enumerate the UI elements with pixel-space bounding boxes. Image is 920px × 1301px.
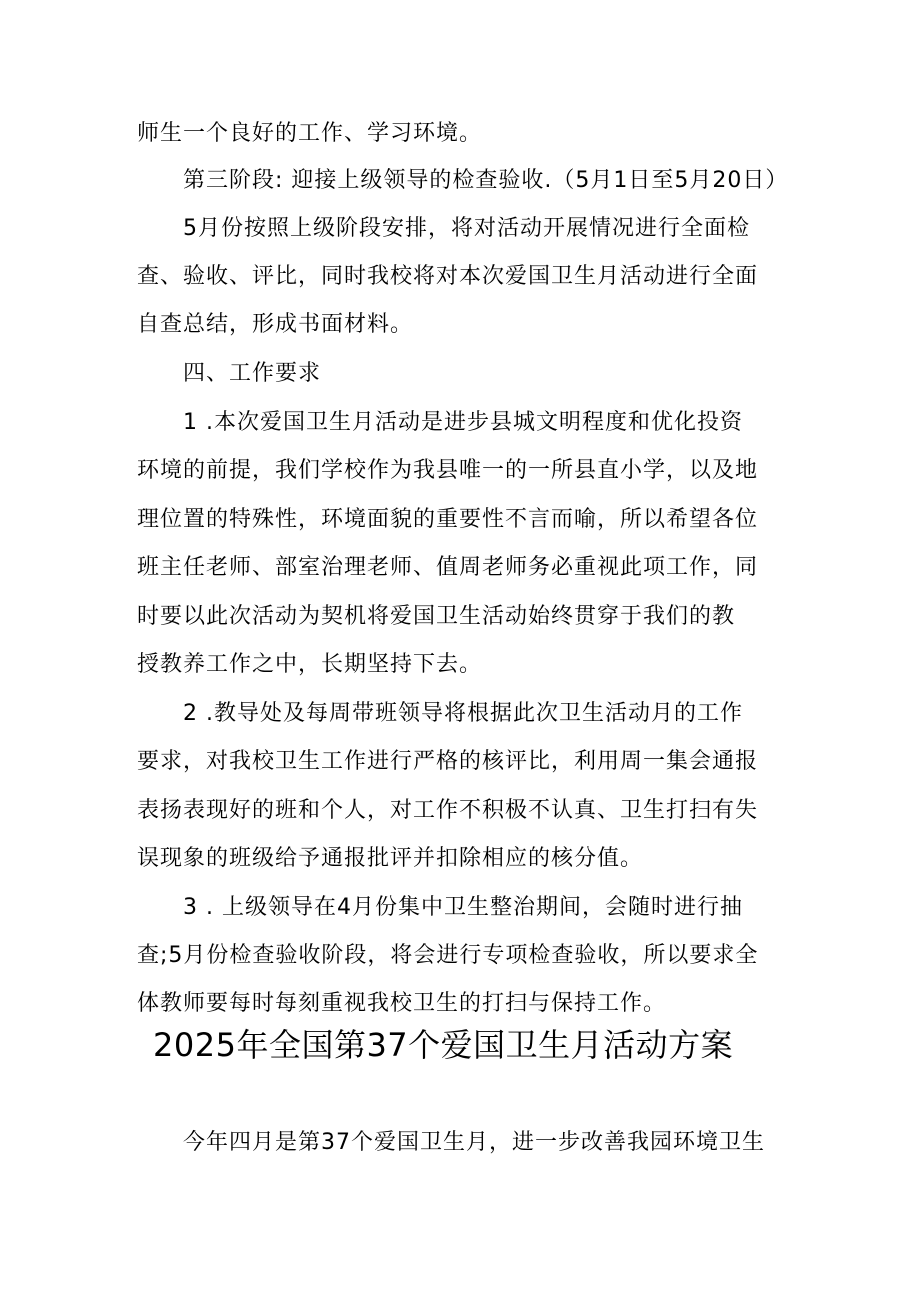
paragraph-line: 查、验收、评比，同时我校将对本次爱国卫生月活动进行全面: [137, 264, 759, 289]
section-heading-work-requirements: 四、工作要求: [183, 361, 322, 386]
paragraph-line: 2 .教导处及每周带班领导将根据此次卫生活动月的工作: [183, 701, 743, 726]
intro-line: 今年四月是第37个爱国卫生月，进一步改善我园环境卫生: [183, 1130, 765, 1155]
paragraph-line: 3 . 上级领导在4月份集中卫生整治期间，会随时进行抽: [183, 895, 743, 920]
paragraph-line: 表扬表现好的班和个人，对工作不积极不认真、卫生打扫有失: [137, 798, 759, 823]
paragraph-line: 自查总结，形成书面材料。: [137, 312, 414, 337]
paragraph-line: 班主任老师、部室治理老师、值周老师务必重视此项工作，同: [137, 555, 759, 580]
phase-three-heading: 第三阶段: 迎接上级领导的检查验收.（5月1日至5月20日）: [183, 168, 789, 193]
paragraph-line: 误现象的班级给予通报批评并扣除相应的核分值。: [137, 846, 644, 871]
paragraph-line: 1 .本次爱国卫生月活动是进步县城文明程度和优化投资: [183, 410, 743, 435]
paragraph-line: 体教师要每时每刻重视我校卫生的打扫与保持工作。: [137, 991, 667, 1016]
paragraph-line: 5月份按照上级阶段安排，将对活动开展情况进行全面检: [183, 216, 750, 241]
paragraph-line: 环境的前提，我们学校作为我县唯一的一所县直小学，以及地: [137, 458, 759, 483]
paragraph-line: 要求，对我校卫生工作进行严格的核评比，利用周一集会通报: [137, 749, 759, 774]
paragraph-line: 师生一个良好的工作、学习环境。: [137, 121, 483, 146]
paragraph-line: 理位置的特殊性，环境面貌的重要性不言而喻，所以希望各位: [137, 507, 759, 532]
paragraph-line: 授教养工作之中，长期坚持下去。: [137, 652, 483, 677]
paragraph-line: 查;5月份检查验收阶段，将会进行专项检查验收，所以要求全: [137, 943, 759, 968]
document-title: 2025年全国第37个爱国卫生月活动方案: [153, 1026, 734, 1064]
paragraph-line: 时要以此次活动为契机将爱国卫生活动始终贯穿于我们的教: [137, 604, 736, 629]
